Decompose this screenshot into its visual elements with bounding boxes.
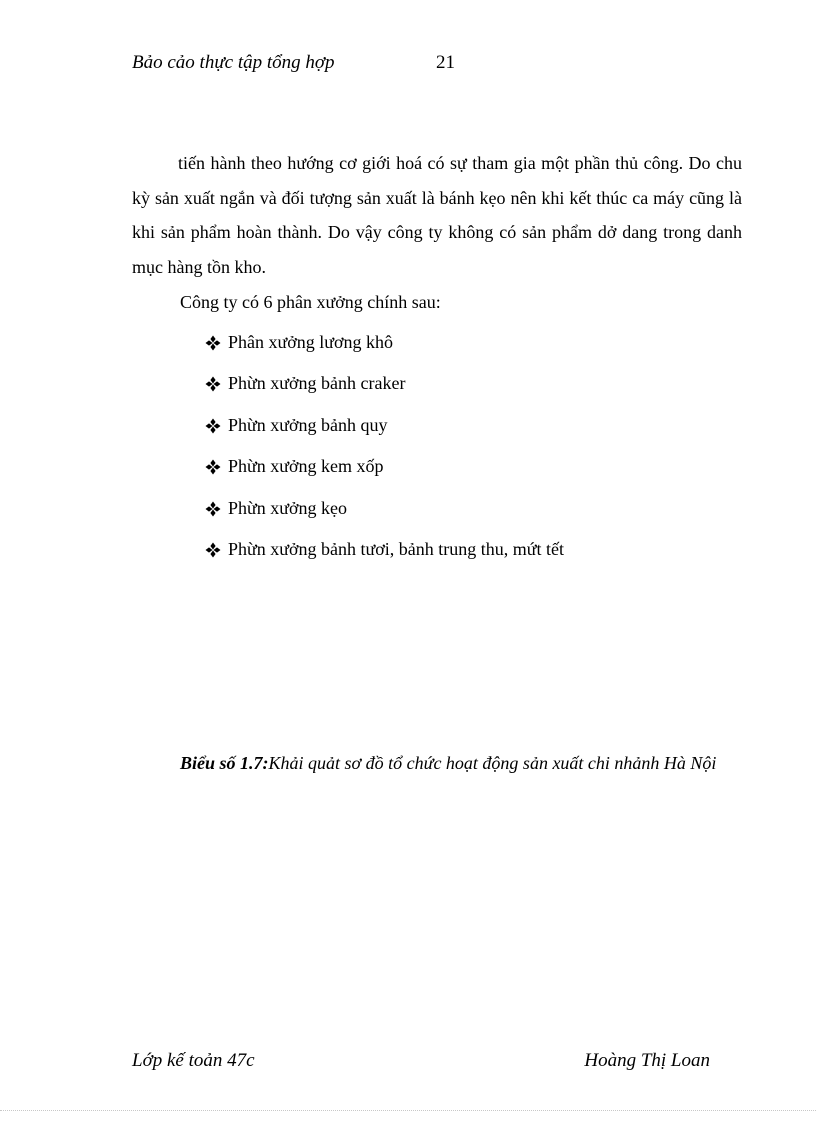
- footer-author: Hoàng Thị Loan: [584, 1050, 710, 1071]
- list-item: [205, 415, 564, 456]
- page-number: 21: [436, 52, 455, 73]
- four-diamond-bullet-icon: [205, 501, 221, 517]
- four-diamond-bullet-icon: [205, 335, 221, 351]
- four-diamond-bullet-icon: [205, 418, 221, 434]
- list-item-label: Phân xưởng lương khô: [228, 332, 394, 352]
- list-intro: Công ty có 6 phân xưởng chính sau:: [180, 292, 441, 312]
- caption-text: Khải quảt sơ đồ tổ chức hoạt động sản xuất chi nhảnh Hà Nội: [268, 753, 717, 773]
- four-diamond-bullet-icon: [205, 459, 221, 475]
- list-item: [205, 373, 564, 414]
- list-item-label: Phừn xưởng kem xốp: [228, 456, 384, 477]
- page-bottom-divider: [0, 1110, 816, 1111]
- footer-class-label: Lớp kế toản 47c: [132, 1050, 255, 1071]
- header-title: Bảo cảo thực tập tổng hợp: [132, 52, 335, 73]
- page-footer: [132, 1050, 710, 1076]
- list-item: [205, 539, 564, 580]
- body-paragraph: tiến hành theo hướng cơ giới hoá có sự tham gia một phần thủ công. Do chu kỳ sản xuất ngắn và đối tượng sản xuất là bánh kẹo nên khi kết thúc ca máy cũng là khi sản phẩm hoàn thành. Do vậy công ty không có sản phẩm dở dang trong danh mục hàng tồn kho.: [132, 153, 742, 277]
- caption-label: Biểu số 1.7:: [180, 753, 269, 773]
- four-diamond-bullet-icon: [205, 542, 221, 558]
- list-item: [205, 498, 564, 539]
- page-header: [132, 52, 732, 78]
- list-item: [205, 456, 564, 497]
- list-item-label: Phừn xưởng bảnh quy: [228, 414, 388, 435]
- list-item-label: Phừn xưởng bảnh tươi, bảnh trung thu, mứt tết: [228, 538, 565, 559]
- workshop-list: [205, 332, 564, 580]
- list-item: [205, 332, 564, 373]
- list-item-label: Phừn xưởng bảnh craker: [228, 373, 406, 394]
- figure-caption: [180, 746, 742, 780]
- list-item-label: Phừn xưởng kẹo: [228, 497, 348, 518]
- four-diamond-bullet-icon: [205, 376, 221, 392]
